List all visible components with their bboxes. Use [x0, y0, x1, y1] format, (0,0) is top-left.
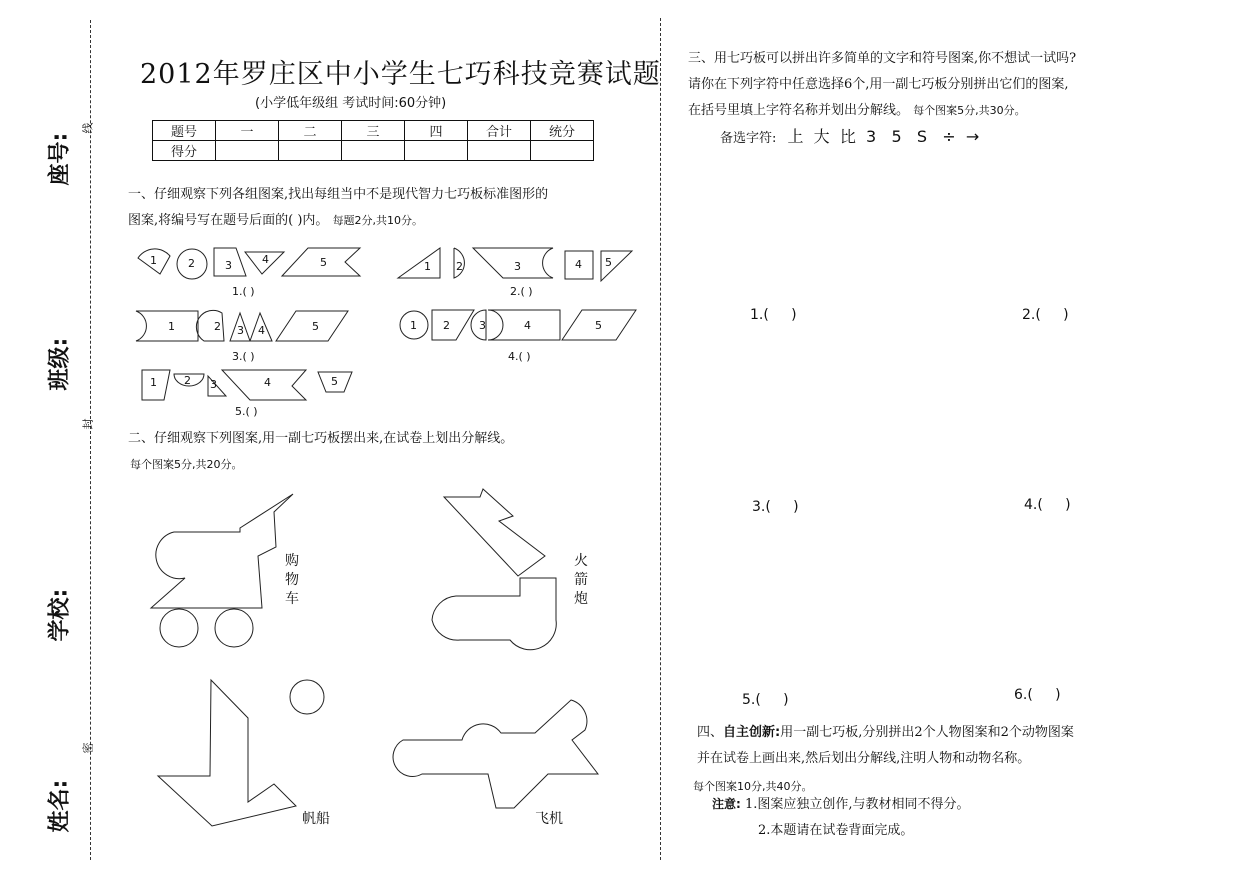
g3-number-5: 5 [312, 320, 319, 333]
page-title: 2012年罗庄区中小学生七巧科技竞赛试题 [140, 59, 661, 90]
g3-shape-arc-trapezoid [136, 311, 198, 341]
score-cell: 三 [342, 121, 405, 141]
group-label-2: 2.( ) [510, 285, 533, 298]
school-label: 学校: [47, 588, 73, 642]
section1-line1: 一、仔细观察下列各组图案,找出每组当中不是现代智力七巧板标准图形的 [128, 187, 549, 202]
g2-number-3: 3 [514, 260, 521, 273]
g2-number-2: 2 [456, 260, 463, 273]
g2-number-4: 4 [575, 258, 582, 271]
g5-number-2: 2 [184, 374, 191, 387]
cart-body [151, 494, 293, 608]
exam-subtitle: (小学低年级组 考试时间:60分钟) [255, 96, 447, 111]
section2-text: 二、仔细观察下列图案,用一副七巧板摆出来,在试卷上划出分解线。 [128, 431, 514, 446]
g2-number-1: 1 [424, 260, 431, 273]
section1-points: 每题2分,共10分。 [332, 214, 424, 227]
boat-sun [290, 680, 324, 714]
line-mark: 线 [81, 122, 95, 134]
section1-line2-text: 图案,将编号写在题号后面的( )内。 [128, 213, 329, 228]
section4-heading: 自主创新: [723, 725, 781, 740]
rocket-arm [444, 489, 545, 576]
note-1: 1.图案应独立创作,与教材相同不得分。 [744, 797, 970, 812]
g4-number-5: 5 [595, 319, 602, 332]
figure-label-cart: 购物车 [285, 553, 299, 607]
score-cell: 题号 [153, 121, 216, 141]
group-label-1: 1.( ) [232, 285, 255, 298]
plane-body [393, 700, 598, 808]
seat-label: 座号: [47, 132, 73, 186]
g4-number-4: 4 [524, 319, 531, 332]
section3-line3 [688, 98, 1026, 124]
score-cell: 二 [279, 121, 342, 141]
boat-hull [158, 680, 296, 826]
section4-note2: 2.本题请在试卷背面完成。 [758, 823, 914, 838]
g1-number-5: 5 [320, 256, 327, 269]
g2-number-5: 5 [605, 256, 612, 269]
section4-line1 [697, 720, 1074, 746]
figure-label-boat: 帆船 [302, 811, 330, 827]
g2-shape-triangle [398, 248, 440, 278]
answer-slot-2[interactable]: 2.( ) [1022, 307, 1069, 323]
seal-mark: 封 [81, 418, 95, 430]
g3-number-1: 1 [168, 320, 175, 333]
section3-line1: 三、用七巧板可以拼出许多简单的文字和符号图案,你不想试一试吗? [688, 51, 1077, 66]
group-label-3: 3.( ) [232, 350, 255, 363]
note-label: 注意: [712, 797, 741, 811]
g2-shape-trapezoid [473, 248, 553, 278]
g4-number-3: 3 [479, 319, 486, 332]
name-label: 姓名: [47, 779, 73, 833]
g1-number-4: 4 [262, 253, 269, 266]
group-label-4: 4.( ) [508, 350, 531, 363]
g1-number-3: 3 [225, 259, 232, 272]
section4-note1-row [712, 791, 970, 818]
section3-line2: 请你在下列字符中任意选择6个,用一副七巧板分别拼出它们的图案, [688, 77, 1069, 92]
answer-slot-3[interactable]: 3.( ) [752, 499, 799, 515]
cart-wheel-left [160, 609, 198, 647]
candidates-list: 上 大 比 3 5 S ÷ → [787, 127, 980, 146]
g3-number-2: 2 [214, 320, 221, 333]
g4-shape-trapezoid [432, 310, 474, 340]
g5-number-3: 3 [210, 378, 217, 391]
g4-number-2: 2 [443, 319, 450, 332]
score-cell: 统分 [531, 121, 594, 141]
g1-number-2: 2 [188, 257, 195, 270]
g1-number-1: 1 [150, 254, 157, 267]
section3-points: 每个图案5分,共30分。 [913, 104, 1026, 117]
score-cell: 四 [405, 121, 468, 141]
g4-number-1: 1 [410, 319, 417, 332]
g5-number-1: 1 [150, 376, 157, 389]
rocket-truck [432, 578, 556, 650]
figure-label-plane: 飞机 [535, 811, 563, 827]
section4-points: 每个图案10分,共40分。 [693, 780, 813, 793]
section2-points: 每个图案5分,共20分。 [130, 458, 243, 471]
g3-number-3: 3 [237, 324, 244, 337]
figure-label-rocket: 火箭炮 [574, 553, 588, 607]
score-cell: 一 [216, 121, 279, 141]
group-label-5: 5.( ) [235, 405, 258, 418]
g3-number-4: 4 [258, 324, 265, 337]
class-label: 班级: [47, 337, 73, 391]
section4-line1-text: 用一副七巧板,分别拼出2个人物图案和2个动物图案 [780, 725, 1074, 740]
candidate-characters [720, 124, 979, 152]
section3-line3-text: 在括号里填上字符名称并划出分解线。 [688, 103, 910, 118]
score-cell: 合计 [468, 121, 531, 141]
g5-number-5: 5 [331, 375, 338, 388]
section4-line2: 并在试卷上画出来,然后划出分解线,注明人物和动物名称。 [697, 751, 1031, 766]
g5-number-4: 4 [264, 376, 271, 389]
secret-mark: 密 [81, 742, 95, 754]
answer-slot-5[interactable]: 5.( ) [742, 692, 789, 708]
answer-slot-4[interactable]: 4.( ) [1024, 497, 1071, 513]
answer-slot-1[interactable]: 1.( ) [750, 307, 797, 323]
candidates-label: 备选字符: [720, 131, 777, 146]
cart-wheel-right [215, 609, 253, 647]
score-cell: 得分 [153, 141, 216, 161]
answer-slot-6[interactable]: 6.( ) [1014, 687, 1061, 703]
section4-prefix: 四、 [697, 725, 724, 740]
